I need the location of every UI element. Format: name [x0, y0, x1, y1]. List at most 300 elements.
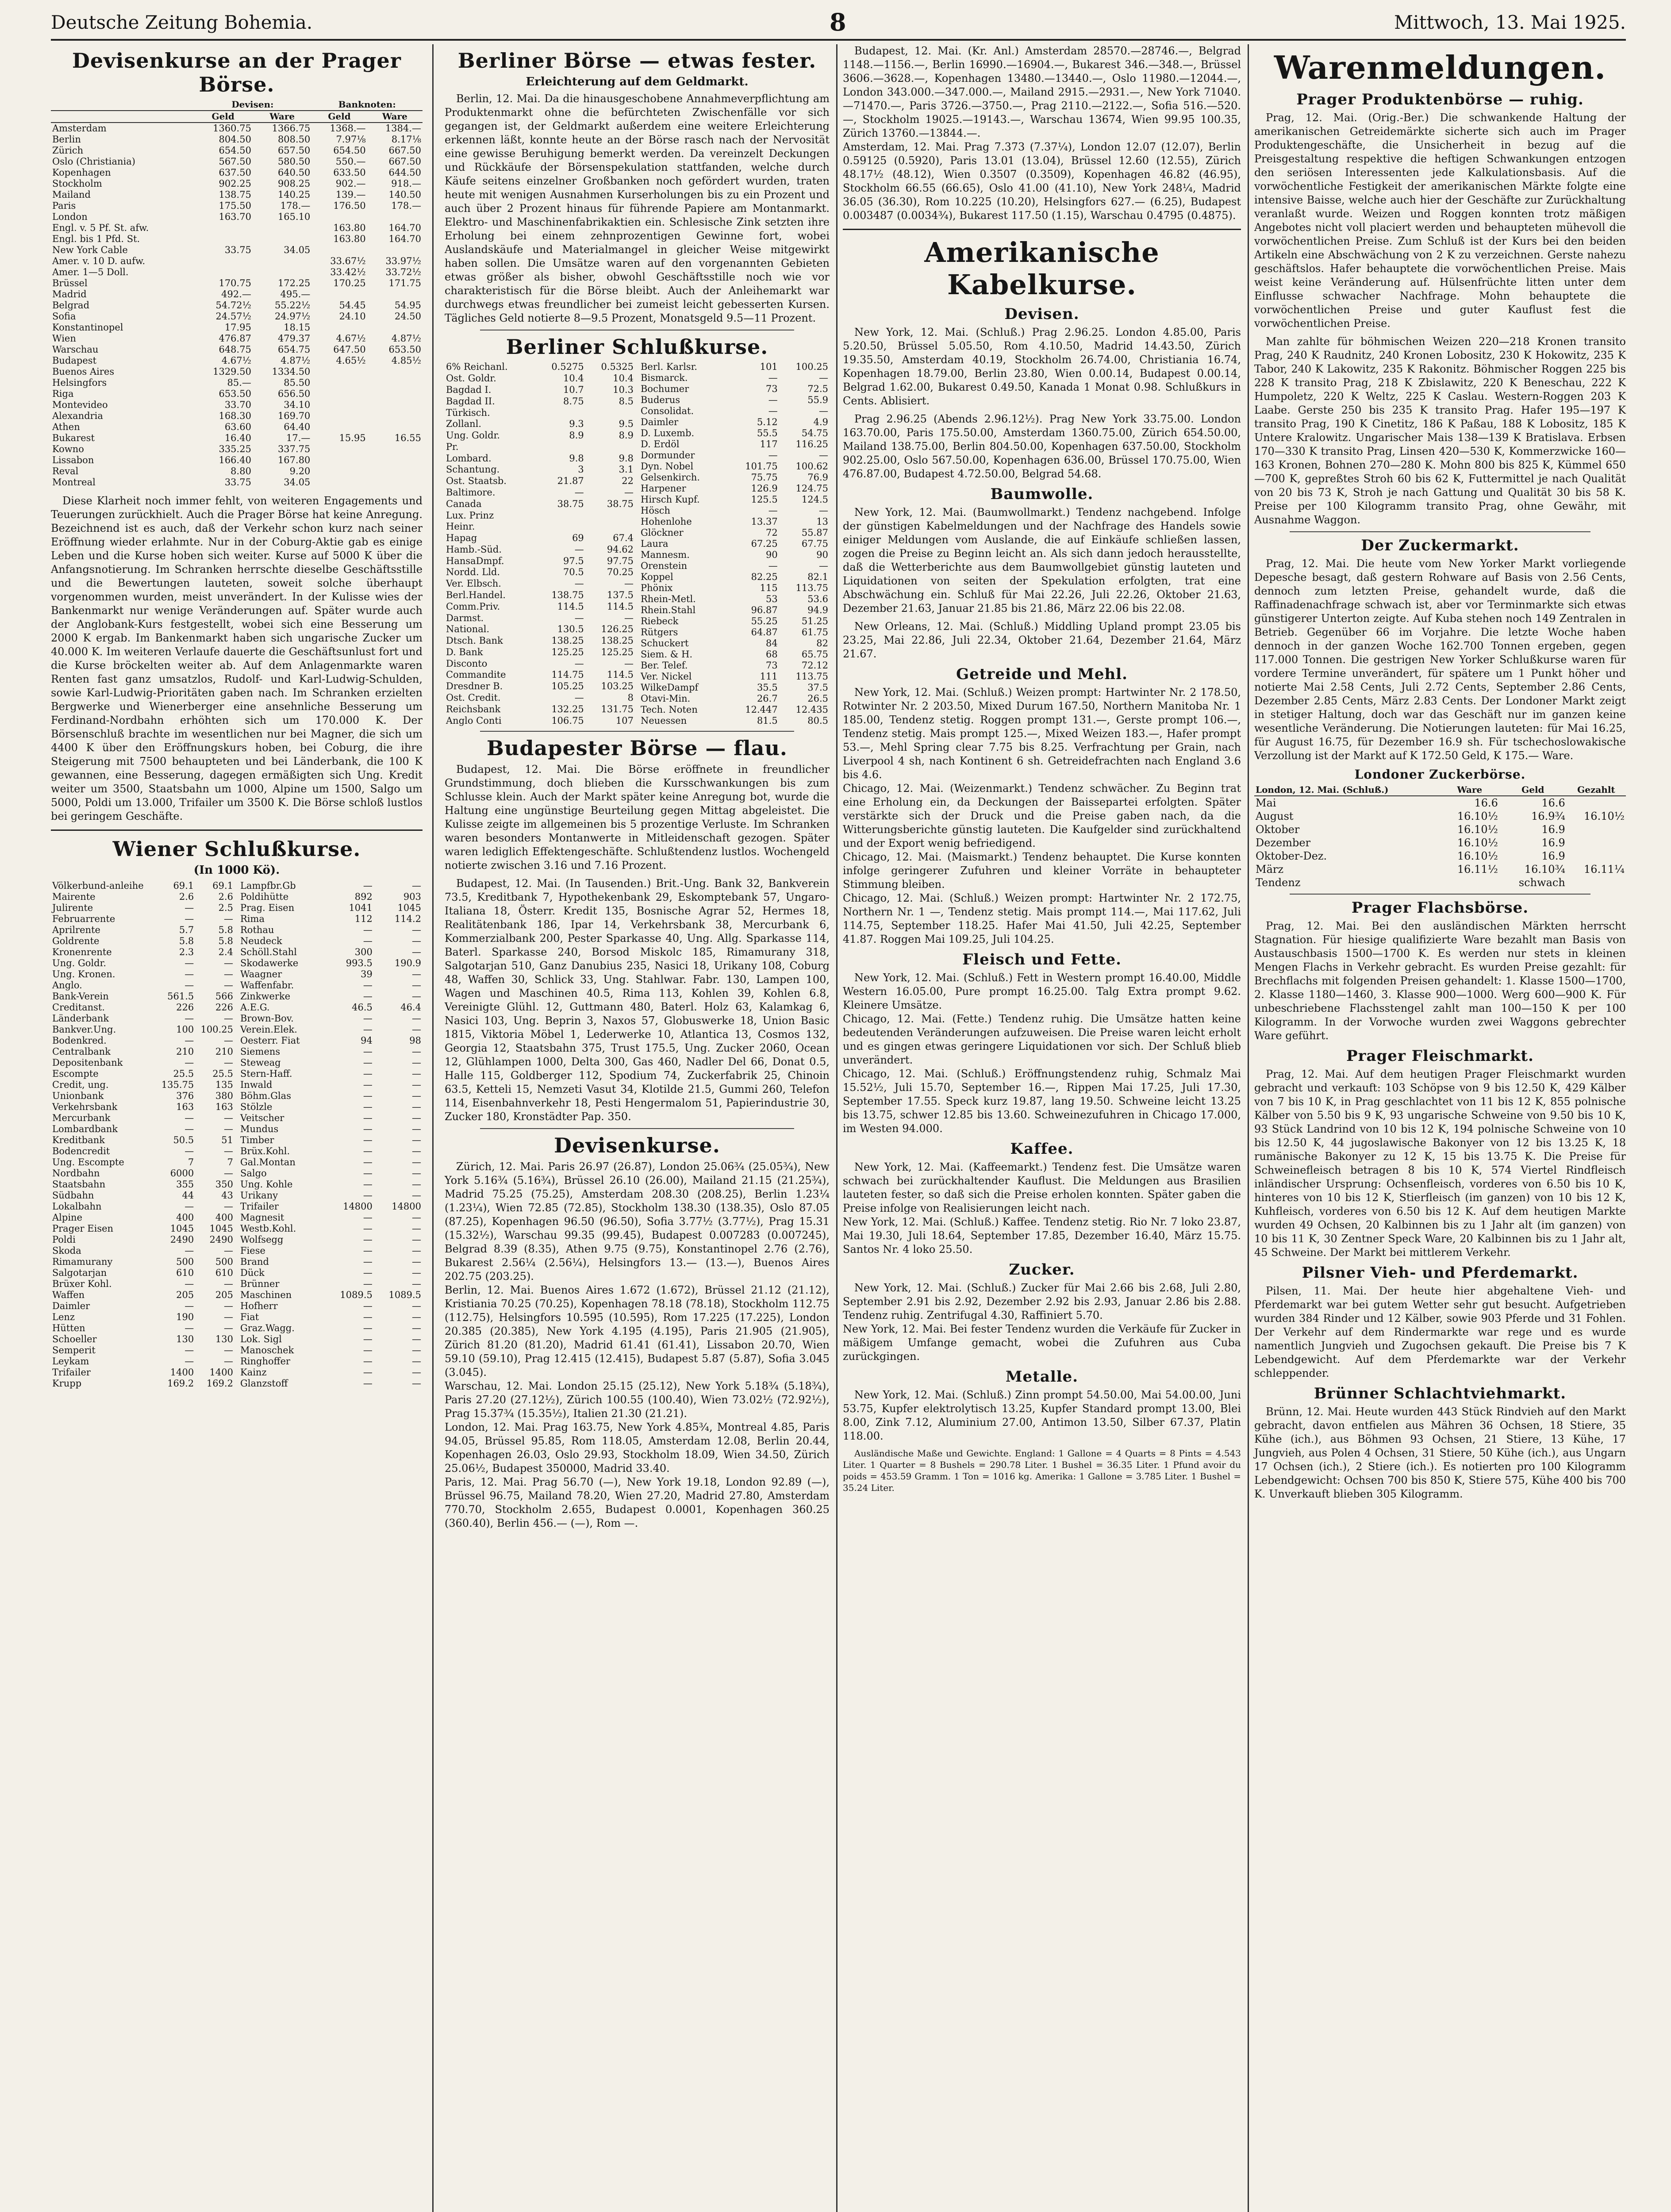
section-rule: [480, 731, 794, 732]
devisen-row: [51, 311, 423, 322]
row-value: 33.42½: [330, 267, 366, 277]
row-value: —: [184, 1245, 194, 1256]
fleischmarkt-text: Prag, 12. Mai. Auf dem heutigen Prager Fleischmarkt wurden gebracht und verkauft: 103 Schöpse von 9 bis 12.50 K, 429 Kälber von 7 bis 10 K, in Prag geschlachtet von 11 bis 12 K, 855 polnische Kälber von 5.50 bis 9 K, 93 ungarische Schweine von 9.50 bis 10 K, 93 Stück Landrind von 10 bis 12 K, 194 polnische Schweine von 10 bis 12.50 K, 44 jugoslawische Bakonyer von 12 bis 13.25 K, 18 rumänische Bakonyer zu 12 K, 15 bis 13.75 K. Die Preise für Schweinefleisch betragen 8 bis 10 K, 574 Viertel Rindfleisch inländischer Ursprung: Ochsenfleisch, vorderes von 6.50 bis 10 K, hinteres von 10 bis 12 K, Stierfleisch (im ganzen) von 10 bis 12 K, Kuhfleisch, vorderes von 6.50 bis 12 K. Auf dem heutigen Markte wurden 49 Ochsen, 20 Kalbinnen bis zu 1 Jahr alt (im ganzen) von 10 bis 11 K, 30 Zentner Speck Ware, 20 Kalbinnen bis zu 1 Jahr alt, 45 Schweine. Der Markt bei mittlerem Verkehr.: [1254, 1068, 1626, 1259]
row-label: Otavi-Min.: [641, 693, 691, 704]
wiener-row: [51, 1168, 234, 1179]
berliner-row: [639, 439, 830, 450]
berliner-row: [445, 612, 635, 624]
berliner-row: [639, 561, 830, 572]
row-value: 55.9: [807, 395, 828, 405]
berliner-row: [639, 594, 830, 605]
row-value: —: [412, 1013, 421, 1024]
berliner-row: [639, 649, 830, 660]
row-value: 993.5: [346, 958, 373, 968]
row-value: [367, 289, 423, 300]
row-value: 2.3: [179, 947, 194, 957]
berliner-row: [445, 533, 635, 544]
row-label: Prag. Eisen: [240, 902, 295, 913]
wiener-row: [239, 1168, 423, 1179]
row-value: [1567, 823, 1626, 836]
row-value: 16.10½: [1584, 810, 1625, 822]
berliner-row: [639, 715, 830, 726]
row-value: 10.3: [613, 384, 634, 395]
row-label: Helsingfors: [52, 377, 107, 388]
row-value: 35.5: [757, 682, 778, 693]
row-value: —: [412, 1279, 421, 1289]
row-value: 90: [816, 549, 828, 560]
row-label: Brüxer Kohl.: [52, 1279, 112, 1289]
row-value: —: [819, 406, 828, 416]
warenmeldungen-heading: Warenmeldungen.: [1274, 49, 1606, 86]
row-label: Engl. bis 1 Pfd. St.: [52, 234, 140, 244]
row-label: Brown-Bov.: [240, 1013, 294, 1024]
row-value: 610: [176, 1267, 194, 1278]
row-value: 103.25: [601, 681, 634, 692]
row-value: —: [412, 1312, 421, 1322]
row-value: —: [184, 1035, 194, 1046]
row-value: —: [184, 958, 194, 968]
row-value: 167.80: [277, 455, 311, 465]
row-value: 25.5: [212, 1068, 233, 1079]
row-label: Rhein.Stahl: [641, 605, 696, 615]
row-value: [536, 407, 585, 419]
row-value: 115: [760, 583, 778, 593]
row-value: 163.80: [333, 234, 366, 244]
page-header: [51, 8, 1626, 41]
row-value: 33.75: [224, 477, 251, 488]
row-value: [311, 289, 367, 300]
row-value: 9.8: [618, 453, 634, 464]
row-label: Böhm.Glas: [240, 1091, 291, 1101]
fleischmarkt-heading: Prager Fleischmarkt.: [1346, 1047, 1534, 1065]
row-label: Verein.Elek.: [240, 1024, 297, 1035]
berliner-right-table: [639, 361, 830, 726]
row-value: —: [224, 1124, 233, 1134]
londoner-zucker-table: London, 12. Mai. (Schluß.) Ware Geld Gezahlt Mai 16.6 16.6 August 16.10½ 16.9¾ 16.10½ Oktober 16.10½ 16.9 Dezember 16.10½ 16.9 Oktober-Dez. 16.10½ 16.9 März 16.11½ 16.10¾ 16.11¼ Tendenz schwach: [1254, 784, 1626, 889]
row-value: 8.9: [618, 430, 634, 441]
row-value: 210: [215, 1046, 233, 1057]
row-value: —: [412, 1024, 421, 1035]
row-value: —: [363, 1124, 373, 1134]
row-value: [311, 211, 367, 223]
berliner-left-table: [445, 361, 635, 726]
row-label: Ost. Goldr.: [446, 373, 496, 384]
row-value: —: [768, 561, 778, 571]
row-value: 16.9: [1541, 850, 1565, 862]
row-value: 114.5: [607, 601, 634, 612]
row-value: 16.9: [1541, 837, 1565, 849]
row-label: Dück: [240, 1267, 265, 1278]
row-value: —: [363, 1334, 373, 1344]
row-label: Bodenkred.: [52, 1035, 107, 1046]
row-value: —: [363, 1267, 373, 1278]
row-value: 72.5: [807, 384, 828, 394]
row-label: Schöll.Stahl: [240, 947, 297, 957]
devisen-row: [51, 223, 423, 234]
row-label: Wolfsegg: [240, 1234, 284, 1245]
row-value: 39: [361, 969, 373, 979]
row-value: 55.5: [757, 428, 778, 438]
row-value: 113.75: [795, 671, 828, 682]
bruenner-schlachtvieh-text: Brünn, 12. Mai. Heute wurden 443 Stück Rindvieh auf den Markt gebracht, davon entfielen aus Mähren 36 Ochsen, 18 Stiere, 35 Kühe (ich.), aus Böhmen 93 Ochsen, 21 Stiere, 13 Kühe, 17 Jungvieh, aus Polen 4 Ochsen, 31 Stiere, 50 Kühe (ich.), aus Ungarn 17 Ochsen (ich.), 2 Stiere (ich.). Es notierten pro 100 Kilogramm Lebendgewicht: Ochsen 700 bis 850 K, Stiere 575, Kühe 400 bis 700 K. Unverkauft blieben 305 Kilogramm.: [1254, 1406, 1626, 1500]
fleisch-fette-text: New York, 12. Mai. (Schluß.) Fett in Western prompt 16.40.00, Middle Western 16.05.00, Pure prompt 16.25.00. Talg Extra prompt 9.62. Kleinere Umsätze. Chicago, 12. Mai. (Fette.) Tendenz ruhig. Die Umsätze hatten keine bedeutenden Veränderungen aufzuweisen. Die Preise waren leicht erholt und es gingen etwas geringere Liquidationen vor sich. Der Schluß blieb unverändert. Chicago, 12. Mai. (Schluß.) Eröffnungstendenz ruhig, Schmalz Mai 15.52½, Juli 15.70, September 16.—, Rippen Mai 17.25, Juli 17.30, September 17.55. Speck kurz 19.87, lang 19.50. Schweine leicht 13.25 bis 13.75, schwer 12.85 bis 13.60. Schweinezufuhren in Chicago 17.000, im Westen 94.000.: [843, 972, 1241, 1135]
zucker-text: New York, 12. Mai. (Schluß.) Zucker für Mai 2.66 bis 2.68, Juli 2.80, September 2.91 bis 2.92, Dezember 2.92 bis 2.93, Januar 2.86 bis 2.88. Tendenz ruhig. Zentrifugal 4.30, Raffiniert 5.70. New York, 12. Mai. Bei fester Tendenz wurden die Verkäufe für Zucker in mäßigem Umfange gemacht, wobei die Zufuhren aus Cuba zurückgingen.: [843, 1282, 1241, 1363]
row-label: Skodawerke: [240, 958, 299, 968]
wiener-row: [239, 1301, 423, 1312]
row-label: Dtsch. Bank: [446, 635, 503, 646]
row-label: Kronenrente: [52, 947, 112, 957]
row-value: [536, 441, 585, 453]
wiener-row: [51, 925, 234, 936]
wiener-left-table: [51, 880, 234, 1389]
row-value: 10.4: [563, 373, 584, 384]
berliner-row: [445, 396, 635, 407]
row-label: Rothau: [240, 925, 274, 935]
wiener-row: [51, 1113, 234, 1124]
row-value: 1089.5: [340, 1290, 373, 1300]
row-label: Semperit: [52, 1345, 96, 1356]
devisen-row: [51, 123, 423, 134]
row-value: —: [624, 658, 634, 669]
berliner-row: [639, 406, 830, 417]
row-value: 33.97½: [385, 256, 421, 266]
wiener-row: [239, 1157, 423, 1168]
row-label: Mannesm.: [641, 549, 690, 560]
wiener-row: [239, 1002, 423, 1013]
row-value: —: [412, 1168, 421, 1179]
wiener-row: [239, 1068, 423, 1079]
row-label: Hapag: [446, 533, 477, 544]
row-label: Ung. Kohle: [240, 1179, 293, 1190]
row-label: Belgrad: [52, 300, 90, 311]
row-label: Zollanl.: [446, 419, 482, 430]
wiener-row: [51, 969, 234, 980]
row-value: 13: [816, 516, 828, 527]
wiener-row: [51, 1190, 234, 1201]
berliner-row: [445, 624, 635, 635]
row-value: 2.5: [218, 902, 233, 913]
row-label: Poldi: [52, 1234, 76, 1245]
row-value: 653.50: [219, 388, 251, 399]
row-value: 114.5: [607, 669, 634, 680]
row-label: Glanzstoff: [240, 1378, 288, 1389]
row-value: 6000: [170, 1168, 194, 1179]
row-value: 50.5: [173, 1135, 194, 1145]
new-orleans-text: New Orleans, 12. Mai. (Schluß.) Middling Upland prompt 23.05 bis 23.25, Mai 22.86, Juli 22.34, Oktober 21.64, Dezember 21.64, März 21.67.: [843, 620, 1241, 660]
row-label: Siem. & H.: [641, 649, 693, 660]
berliner-row: [639, 494, 830, 505]
row-value: 4.67½: [221, 355, 251, 366]
row-label: Mairente: [52, 891, 96, 902]
row-value: 400: [176, 1212, 194, 1223]
berliner-row: [639, 583, 830, 594]
devisen-row: [51, 444, 423, 455]
wiener-row: [51, 1179, 234, 1190]
row-label: Alpine: [52, 1212, 82, 1223]
sugar-row: [1254, 810, 1626, 823]
row-label: Buenos Aires: [52, 366, 115, 377]
row-value: 168.30: [219, 411, 251, 421]
row-value: [311, 388, 367, 399]
row-value: 1329.50: [213, 366, 251, 377]
row-label: Escompte: [52, 1068, 99, 1079]
row-label: Lampfbr.Gb: [240, 880, 296, 891]
row-value: —: [768, 505, 778, 516]
row-value: [253, 223, 311, 234]
row-value: [367, 388, 423, 399]
row-value: 16.11¼: [1584, 863, 1625, 876]
row-value: [311, 322, 367, 333]
row-label: Daimler: [52, 1301, 90, 1311]
row-value: 170.25: [333, 278, 366, 288]
row-value: 1045: [397, 902, 421, 913]
berliner-row: [445, 681, 635, 692]
row-value: —: [363, 1212, 373, 1223]
budapester-boerse-heading: Budapester Börse — flau.: [487, 736, 787, 760]
row-label: Daimler: [641, 417, 679, 427]
row-value: 100: [176, 1024, 194, 1035]
berliner-row: [445, 498, 635, 510]
column-1: [51, 44, 423, 1389]
row-value: 53.6: [807, 594, 828, 604]
row-label: Waffenfabr.: [240, 980, 294, 991]
zuckermarkt-text: Prag, 12. Mai. Die heute vom New Yorker Markt vorliegende Depesche besagt, daß gestern Rohware auf Basis von 2.56 Cents, dennoch zum letzten Preise, gehandelt wurde, daß die Raffinadenachfrage schwach ist, aber vor Terminmarkte sich etwas günstigerer Unterton zeigte. Auf Kuba stehen noch 149 Zentralen in Betrieb. Gegenüber 66 im Vorjahre. Die letzte Woche haben dennoch in der ganzen Woche 162.700 Tonnen ergeben, gegen 117.000 Tonnen. Die gestrigen New Yorker Schlußkurse waren für vordere Termine unverändert, für spätere um 1 Punkt höher und notierte Mai 2.58 Cents, Juli 2.72 Cents, September 2.86 Cents, Dezember 2.85 Cents, März 2.83 Cents. Der Londoner Markt zeigt in stetiger Haltung, doch war das Geschäft nur im ganzen keine wesentliche Veränderung. Die Notierungen lauteten: für Mai 16.25, für August 16.75, für Dezember 16.9 sh. Für tschechoslowakische Verzollung ist der Markt auf K 172.50 Geld, K 175.— Ware.: [1254, 557, 1626, 762]
row-value: 654.75: [277, 344, 311, 355]
row-value: —: [363, 1223, 373, 1234]
row-value: 170.75: [219, 278, 251, 288]
row-value: —: [224, 1146, 233, 1156]
row-label: Mercurbank: [52, 1113, 111, 1123]
berliner-row: [639, 373, 830, 384]
wiener-row: [239, 1367, 423, 1378]
row-value: 205: [215, 1290, 233, 1300]
row-label: Rimamurany: [52, 1256, 113, 1267]
row-value: 667.50: [388, 145, 421, 156]
row-value: 64.87: [751, 627, 778, 637]
wiener-row: [239, 1223, 423, 1234]
berliner-row: [445, 464, 635, 476]
row-value: 140.25: [277, 189, 311, 200]
row-value: —: [363, 1157, 373, 1167]
row-value: 16.10½: [1457, 810, 1498, 822]
row-value: 1089.5: [388, 1290, 421, 1300]
row-label: Stölzle: [240, 1102, 273, 1112]
row-value: [367, 366, 423, 377]
row-value: 61.75: [801, 627, 828, 637]
row-value: 169.2: [206, 1378, 233, 1389]
prager-produktenboerse-text: Prag, 12. Mai. (Orig.-Ber.) Die schwankende Haltung der amerikanischen Getreidemärkte sicherte sich auch im Prager Produktengeschäfte, die Unsicherheit in bezug auf die Preisgestaltung respektive die heftigen Schwankungen entzogen den seriösen Interessenten jede Kalkulationsbasis. Auf die vorwöchentliche Festigkeit der amerikanischen Märkte folgte eine intensive Baisse, welche auch hier der Geschäfte zur Zurückhaltung veranlaßt wurde. Weizen und Roggen konnten trotz mäßigen Angebotes nicht voll placiert werden und behaupteten mühevoll die vorwöchentlichen Preise. Zum Schluß ist der Kurs bei den beiden Artikeln eine Abschwächung von 2 K zu verzeichnen. Gerste nahezu geschäftslos. Hafer behauptete die vorwöchentlichen Preise. Mais weist keine Veränderung auf. Hülsenfrüchte litten unter dem Einflusse schwacher Nachfrage. Mohn behauptete die vorwöchentlichen Preise und guter Kauflust fest die vorwöchentlichen Preise.: [1254, 111, 1626, 330]
row-label: Manoschek: [240, 1345, 294, 1356]
row-value: 9.5: [618, 419, 634, 430]
row-value: —: [363, 1378, 373, 1389]
row-label: Reval: [52, 466, 79, 476]
row-value: 1045: [170, 1223, 194, 1234]
prager-produktenboerse-heading: Prager Produktenbörse — ruhig.: [1296, 91, 1584, 108]
row-value: [311, 366, 367, 377]
berliner-boerse-subheading: Erleichterung auf dem Geldmarkt.: [526, 75, 749, 88]
row-value: —: [224, 1356, 233, 1367]
row-value: 667.50: [388, 156, 421, 167]
berliner-row: [445, 635, 635, 647]
devisen-row: [51, 333, 423, 344]
row-value: 178.—: [391, 200, 421, 211]
wiener-row: [51, 1378, 234, 1389]
row-value: 46.5: [352, 1002, 373, 1013]
row-value: —: [412, 1367, 421, 1378]
berliner-row: [639, 616, 830, 627]
berliner-row: [445, 476, 635, 487]
row-value: 96.87: [751, 605, 778, 615]
row-label: Rhein-Metl.: [641, 594, 696, 604]
wiener-row: [51, 947, 234, 958]
row-value: 479.37: [277, 333, 311, 344]
row-label: Trifailer: [52, 1367, 91, 1378]
row-value: 355: [176, 1179, 194, 1190]
wiener-row: [51, 1345, 234, 1356]
row-value: 8.5: [618, 396, 634, 407]
row-value: 902.25: [219, 178, 251, 189]
row-value: 46.4: [400, 1002, 421, 1013]
berliner-row: [639, 461, 830, 472]
row-value: 2490: [170, 1234, 194, 1245]
row-label: Lokalbahn: [52, 1201, 102, 1212]
wiener-row: [239, 1091, 423, 1102]
row-value: 67.25: [751, 538, 778, 549]
row-value: 8.75: [563, 396, 584, 407]
berliner-row: [639, 428, 830, 439]
pilsner-viehmarkt-text: Pilsen, 11. Mai. Der heute hier abgehaltene Vieh- und Pferdemarkt war bei gutem Wetter sehr gut besucht. Aufgetrieben wurden 384 Rinder und 12 Kälber, sowie 903 Pferde und 31 Fohlen. Der Verkehr auf dem Rindermarkte war rege und es wurde namentlich Jungvieh und Zugochsen gekauft. Die Preise bis 7 K Lebendgewicht. Auf dem Pferdemarkte war der Verkehr schleppender.: [1254, 1285, 1626, 1379]
wiener-row: [51, 1135, 234, 1146]
row-value: —: [363, 1301, 373, 1311]
row-label: Oktober-Dez.: [1256, 850, 1327, 862]
row-label: Amer. v. 10 D. aufw.: [52, 256, 146, 266]
row-value: 2.4: [218, 947, 233, 957]
bruenner-schlachtvieh-heading: Brünner Schlachtviehmarkt.: [1314, 1385, 1567, 1402]
row-value: 4.9: [813, 417, 828, 427]
row-label: Timber: [240, 1135, 274, 1145]
row-value: —: [412, 1091, 421, 1101]
berliner-row: [445, 510, 635, 521]
row-value: 105.25: [551, 681, 584, 692]
devisen-row: [51, 267, 423, 278]
row-label: Völkerbund-anleihe: [52, 880, 144, 891]
row-value: —: [412, 1157, 421, 1167]
row-value: —: [412, 1102, 421, 1112]
row-value: [367, 377, 423, 388]
wiener-row: [51, 1312, 234, 1323]
row-value: 100.25: [795, 361, 828, 372]
wiener-row: [239, 1113, 423, 1124]
wiener-row: [51, 1057, 234, 1068]
devisen-row: [51, 477, 423, 488]
row-value: —: [412, 1146, 421, 1156]
row-value: —: [363, 925, 373, 935]
berliner-schluss-tables: [445, 361, 830, 726]
row-label: Mundus: [240, 1124, 279, 1134]
devisen-row: [51, 189, 423, 200]
row-value: —: [412, 1267, 421, 1278]
row-label: Steweag: [240, 1057, 281, 1068]
row-value: —: [412, 1334, 421, 1344]
row-label: Mai: [1256, 797, 1276, 809]
row-value: 10.4: [613, 373, 634, 384]
wiener-row: [239, 880, 423, 891]
row-value: 16.40: [224, 433, 251, 443]
row-label: Februarrente: [52, 914, 115, 924]
row-value: 16.6: [1474, 797, 1498, 809]
wiener-row: [239, 1290, 423, 1301]
row-value: 550.—: [335, 156, 366, 167]
row-value: —: [363, 936, 373, 946]
wiener-row: [239, 1013, 423, 1024]
row-label: Inwald: [240, 1079, 273, 1090]
wiener-row: [51, 980, 234, 991]
row-value: 135.75: [161, 1079, 194, 1090]
row-value: 561.5: [167, 991, 194, 1002]
row-label: Laura: [641, 538, 668, 549]
section-rule: [480, 1128, 794, 1129]
row-value: 138.75: [219, 189, 251, 200]
wiener-row: [51, 1234, 234, 1245]
row-label: Gal.Montan: [240, 1157, 296, 1167]
row-label: Rima: [240, 914, 265, 924]
wiener-row: [239, 1234, 423, 1245]
row-value: 140.50: [388, 189, 421, 200]
berliner-row: [639, 605, 830, 616]
row-label: Wien: [52, 333, 76, 344]
row-value: 16.6: [1541, 797, 1565, 809]
row-value: 163: [215, 1102, 233, 1112]
row-value: 54.72½: [215, 300, 251, 311]
row-value: 124.75: [795, 483, 828, 494]
row-value: —: [624, 578, 634, 589]
wiener-row: [51, 1301, 234, 1312]
berliner-row: [445, 647, 635, 658]
row-value: —: [363, 1046, 373, 1057]
row-value: 476.87: [219, 333, 251, 344]
row-value: 648.75: [219, 344, 251, 355]
row-label: Lenz: [52, 1312, 75, 1322]
row-value: 4.65½: [336, 355, 366, 366]
row-label: Pr.: [446, 441, 459, 452]
wiener-row: [239, 1190, 423, 1201]
row-value: —: [363, 880, 373, 891]
row-label: Poldihütte: [240, 891, 289, 902]
row-label: Tendenz: [1256, 876, 1301, 889]
wiener-row: [239, 891, 423, 902]
row-label: Nordbahn: [52, 1168, 100, 1179]
row-label: Amer. 1—5 Doll.: [52, 267, 129, 277]
row-label: Berlin: [52, 134, 81, 145]
row-value: 2.6: [179, 891, 194, 902]
row-label: Krupp: [52, 1378, 82, 1389]
wiener-row: [239, 1267, 423, 1279]
row-value: 126.9: [751, 483, 778, 494]
wiener-row: [239, 1356, 423, 1367]
row-value: —: [184, 1345, 194, 1356]
row-value: —: [363, 991, 373, 1002]
row-value: [311, 245, 367, 256]
row-label: Glöckner: [641, 527, 684, 538]
devisen-row: [51, 300, 423, 311]
row-value: —: [224, 958, 233, 968]
wiener-row: [51, 1245, 234, 1256]
berliner-row: [445, 658, 635, 669]
row-value: [311, 466, 367, 477]
row-label: Harpener: [641, 483, 686, 494]
row-value: 1334.50: [272, 366, 311, 377]
row-value: —: [412, 1079, 421, 1090]
